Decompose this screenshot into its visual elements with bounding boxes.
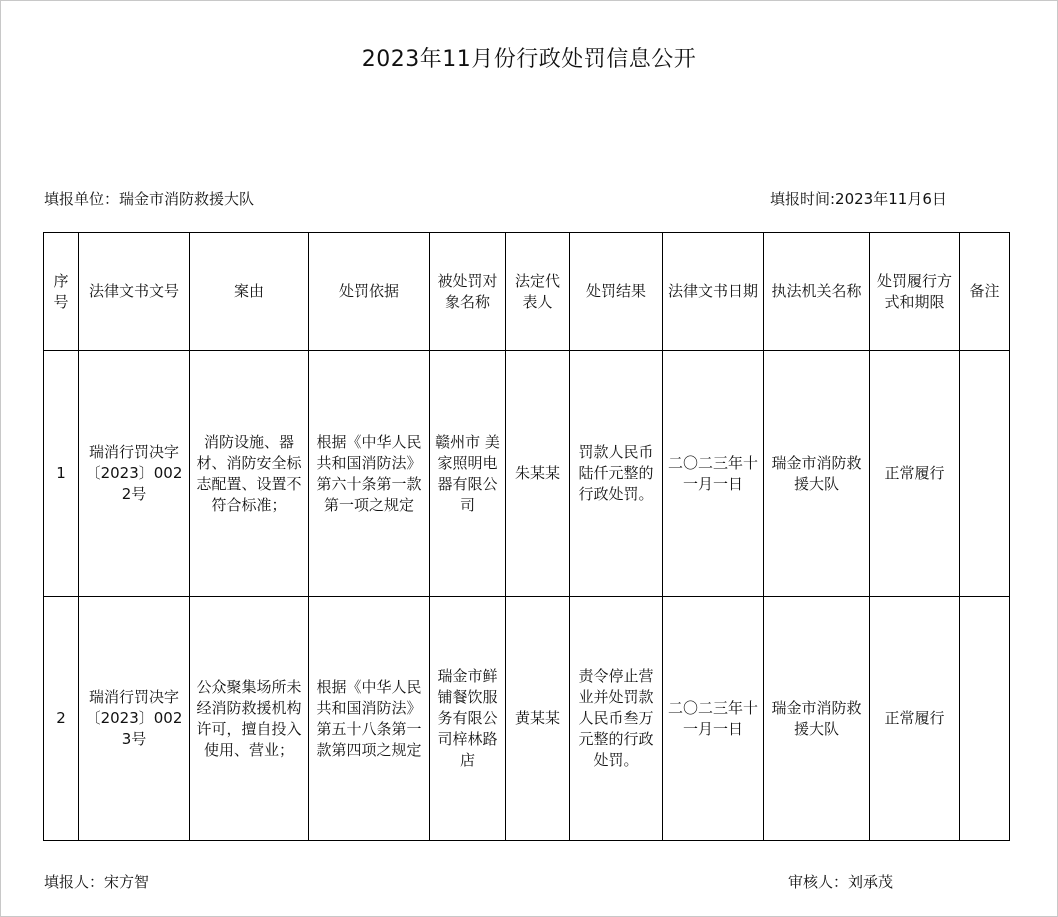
cell-note [960,597,1010,841]
header-agency: 执法机关名称 [764,233,870,351]
header-result: 处罚结果 [570,233,663,351]
header-legal-rep: 法定代表人 [506,233,570,351]
header-cause: 案由 [190,233,309,351]
cell-doc-no: 瑞消行罚决字〔2023〕0023号 [79,597,190,841]
cell-agency: 瑞金市消防救援大队 [764,597,870,841]
cell-index: 1 [44,351,79,597]
cell-cause: 公众聚集场所未经消防救援机构许可，擅自投入使用、营业； [190,597,309,841]
cell-doc-no: 瑞消行罚决字〔2023〕0022号 [79,351,190,597]
table-row [44,597,1010,841]
cell-date: 二〇二三年十一月一日 [663,597,764,841]
cell-cause: 消防设施、器材、消防安全标志配置、设置不符合标准； [190,351,309,597]
table-row [44,351,1010,597]
cell-result: 责令停止营业并处罚款人民币叁万元整的行政处罚。 [570,597,663,841]
header-target: 被处罚对象名称 [430,233,506,351]
header-note: 备注 [960,233,1010,351]
table-header-row [44,233,1010,351]
header-fulfillment: 处罚履行方式和期限 [870,233,960,351]
header-index: 序号 [44,233,79,351]
cell-target: 瑞金市鲜铺餐饮服务有限公司梓林路店 [430,597,506,841]
report-unit: 填报单位：瑞金市消防救援大队 [44,190,255,208]
filler: 填报人：宋方智 [44,873,150,891]
report-time: 填报时间:2023年11月6日 [770,190,947,208]
reviewer: 审核人：刘承茂 [788,873,894,891]
cell-agency: 瑞金市消防救援大队 [764,351,870,597]
penalty-table [43,232,1010,841]
cell-note [960,351,1010,597]
cell-result: 罚款人民币陆仟元整的行政处罚。 [570,351,663,597]
cell-target: 赣州市 美家照明电器有限公司 [430,351,506,597]
cell-legal-rep: 朱某某 [506,351,570,597]
header-date: 法律文书日期 [663,233,764,351]
cell-index: 2 [44,597,79,841]
cell-basis: 根据《中华人民共和国消防法》第五十八条第一款第四项之规定 [309,597,430,841]
cell-date: 二〇二三年十一月一日 [663,351,764,597]
cell-fulfillment: 正常履行 [870,597,960,841]
header-basis: 处罚依据 [309,233,430,351]
cell-basis: 根据《中华人民共和国消防法》第六十条第一款第一项之规定 [309,351,430,597]
cell-legal-rep: 黄某某 [506,597,570,841]
header-doc-no: 法律文书文号 [79,233,190,351]
page-title: 2023年11月份行政处罚信息公开 [361,47,697,72]
cell-fulfillment: 正常履行 [870,351,960,597]
